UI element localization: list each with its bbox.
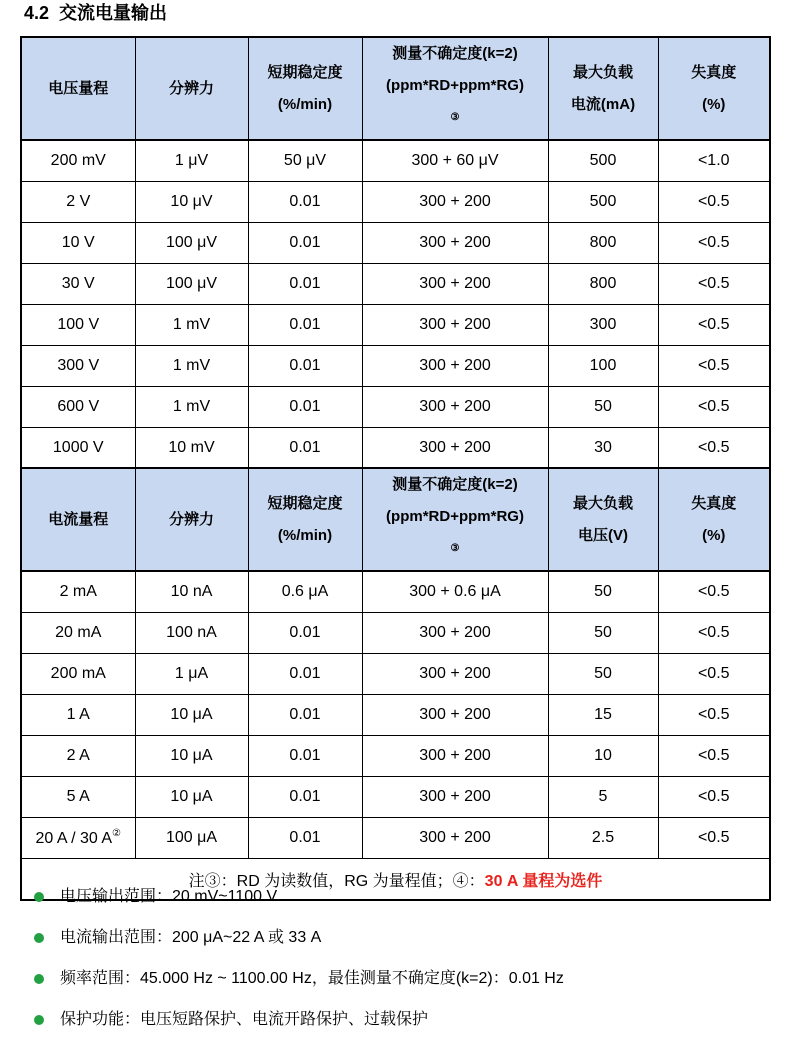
table-cell: 0.01 <box>248 736 362 777</box>
table-row <box>21 140 770 182</box>
table-row <box>21 571 770 613</box>
table-cell: 50 <box>548 387 658 428</box>
list-item: 保护功能：电压短路保护、电流开路保护、过载保护 <box>34 999 774 1040</box>
table-cell: 10 V <box>21 223 135 264</box>
list-item: 电流输出范围：200 μA~22 A 或 33 A <box>34 917 774 958</box>
table-cell: 0.01 <box>248 654 362 695</box>
table-row <box>21 613 770 654</box>
footnote-text: 注③：RD 为读数值，RG 为量程值；④： <box>188 872 485 890</box>
header-cell: 失真度 (%) <box>658 468 770 571</box>
table-cell: 20 A / 30 A② <box>21 818 135 859</box>
table-cell: 30 V <box>21 264 135 305</box>
table-cell: 2 A <box>21 736 135 777</box>
table-row <box>21 695 770 736</box>
table-cell: 10 μA <box>135 695 248 736</box>
table-cell: 1000 V <box>21 428 135 470</box>
section-heading <box>24 0 167 26</box>
list-item: 频率范围：45.000 Hz ~ 1100.00 Hz，最佳测量不确定度(k=2)：0.01 Hz <box>34 958 774 999</box>
header-cell: 失真度 (%) <box>658 37 770 140</box>
table-cell: 600 V <box>21 387 135 428</box>
feature-list <box>34 876 774 1040</box>
section-number: 4.2 <box>24 3 50 23</box>
table-cell: 10 mV <box>135 428 248 470</box>
bullet-dot-icon <box>34 1015 44 1025</box>
table-row <box>21 654 770 695</box>
table-cell: <0.5 <box>658 428 770 470</box>
header-cell: 电流量程 <box>21 468 135 571</box>
footnote-marker: ③ <box>450 112 460 123</box>
table-cell: 10 μA <box>135 736 248 777</box>
table-cell: 300 + 200 <box>362 223 548 264</box>
bullet-dot-icon <box>34 892 44 902</box>
table-row <box>21 777 770 818</box>
table-cell: 100 <box>548 346 658 387</box>
table-cell: 200 mV <box>21 140 135 182</box>
voltage-spec-table <box>20 36 771 470</box>
table-cell: 50 μV <box>248 140 362 182</box>
table-cell: 300 + 200 <box>362 182 548 223</box>
table-row <box>21 182 770 223</box>
table-cell: 10 μV <box>135 182 248 223</box>
table-cell: 100 μV <box>135 264 248 305</box>
table-row <box>21 305 770 346</box>
table-header-row <box>21 468 770 571</box>
table-cell: <0.5 <box>658 777 770 818</box>
table-cell: 1 mV <box>135 305 248 346</box>
table-cell: <0.5 <box>658 346 770 387</box>
table-cell: 300 + 200 <box>362 264 548 305</box>
table-cell: 50 <box>548 654 658 695</box>
table-row <box>21 428 770 470</box>
table-cell: 2 mA <box>21 571 135 613</box>
table-cell: 0.01 <box>248 818 362 859</box>
table-cell: 100 μA <box>135 818 248 859</box>
table-cell: 100 μV <box>135 223 248 264</box>
table-cell: 300 + 200 <box>362 387 548 428</box>
header-cell: 短期稳定度 (%/min) <box>248 468 362 571</box>
bullet-dot-icon <box>34 933 44 943</box>
table-cell: <0.5 <box>658 818 770 859</box>
table-cell: 10 <box>548 736 658 777</box>
table-cell: 800 <box>548 223 658 264</box>
table-cell: 300 + 200 <box>362 736 548 777</box>
table-cell: 20 mA <box>21 613 135 654</box>
table-cell: <0.5 <box>658 305 770 346</box>
table-cell: 0.01 <box>248 777 362 818</box>
table-cell: <0.5 <box>658 695 770 736</box>
table-cell: 300 + 200 <box>362 818 548 859</box>
table-cell: 0.01 <box>248 613 362 654</box>
table-cell: 0.01 <box>248 182 362 223</box>
header-cell: 分辨力 <box>135 468 248 571</box>
table-cell: 50 <box>548 571 658 613</box>
table-row <box>21 387 770 428</box>
table-cell: <1.0 <box>658 140 770 182</box>
table-cell: 300 + 200 <box>362 695 548 736</box>
table-cell: 200 mA <box>21 654 135 695</box>
header-cell: 测量不确定度(k=2) (ppm*RD+ppm*RG) ③ <box>362 468 548 571</box>
table-cell: 1 A <box>21 695 135 736</box>
table-cell: <0.5 <box>658 387 770 428</box>
table-cell: 1 mV <box>135 387 248 428</box>
table-cell: 5 <box>548 777 658 818</box>
table-cell: <0.5 <box>658 571 770 613</box>
header-cell: 分辨力 <box>135 37 248 140</box>
header-cell: 短期稳定度 (%/min) <box>248 37 362 140</box>
table-cell: 0.01 <box>248 346 362 387</box>
header-cell: 最大负载 电压(V) <box>548 468 658 571</box>
table-cell: 300 + 60 μV <box>362 140 548 182</box>
table-cell: <0.5 <box>658 613 770 654</box>
table-cell: 300 <box>548 305 658 346</box>
table-cell: 0.01 <box>248 387 362 428</box>
table-row <box>21 736 770 777</box>
bullet-dot-icon <box>34 974 44 984</box>
table-cell: 100 nA <box>135 613 248 654</box>
header-cell: 电压量程 <box>21 37 135 140</box>
table-cell: 500 <box>548 140 658 182</box>
table-cell: 0.01 <box>248 305 362 346</box>
table-cell: 50 <box>548 613 658 654</box>
table-cell: 0.01 <box>248 223 362 264</box>
table-cell: 0.01 <box>248 428 362 470</box>
list-item: 电压输出范围：20 mV~1100 V <box>34 876 774 917</box>
table-cell: 10 nA <box>135 571 248 613</box>
header-cell: 测量不确定度(k=2) (ppm*RD+ppm*RG) ③ <box>362 37 548 140</box>
table-cell: 30 <box>548 428 658 470</box>
header-cell: 最大负载 电流(mA) <box>548 37 658 140</box>
table-cell: 1 μA <box>135 654 248 695</box>
table-row <box>21 264 770 305</box>
table-row <box>21 346 770 387</box>
current-spec-table <box>20 467 771 901</box>
table-cell: 0.01 <box>248 264 362 305</box>
table-cell: 500 <box>548 182 658 223</box>
table-cell: 15 <box>548 695 658 736</box>
table-cell: 1 mV <box>135 346 248 387</box>
footnote-marker: ② <box>112 828 121 839</box>
table-cell: 300 + 200 <box>362 613 548 654</box>
table-row <box>21 223 770 264</box>
table-cell: 300 + 200 <box>362 346 548 387</box>
table-header-row <box>21 37 770 140</box>
table-cell: <0.5 <box>658 223 770 264</box>
table-cell: 800 <box>548 264 658 305</box>
section-title: 交流电量输出 <box>59 3 168 24</box>
table-row <box>21 818 770 859</box>
table-cell: 1 μV <box>135 140 248 182</box>
table-cell: 300 + 200 <box>362 777 548 818</box>
table-cell: 2 V <box>21 182 135 223</box>
table-cell: 300 + 200 <box>362 654 548 695</box>
table-cell: 0.6 μA <box>248 571 362 613</box>
table-cell: 300 + 200 <box>362 428 548 470</box>
table-cell: <0.5 <box>658 736 770 777</box>
footnote-marker: ③ <box>450 543 460 554</box>
footnote-highlight: 30 A 量程为选件 <box>484 872 603 890</box>
table-cell: 0.01 <box>248 695 362 736</box>
table-cell: 2.5 <box>548 818 658 859</box>
table-cell: 300 + 200 <box>362 305 548 346</box>
table-cell: <0.5 <box>658 182 770 223</box>
table-cell: <0.5 <box>658 654 770 695</box>
table-cell: 10 μA <box>135 777 248 818</box>
table-cell: 5 A <box>21 777 135 818</box>
table-cell: 100 V <box>21 305 135 346</box>
table-cell: <0.5 <box>658 264 770 305</box>
table-cell: 300 V <box>21 346 135 387</box>
table-cell: 300 + 0.6 μA <box>362 571 548 613</box>
